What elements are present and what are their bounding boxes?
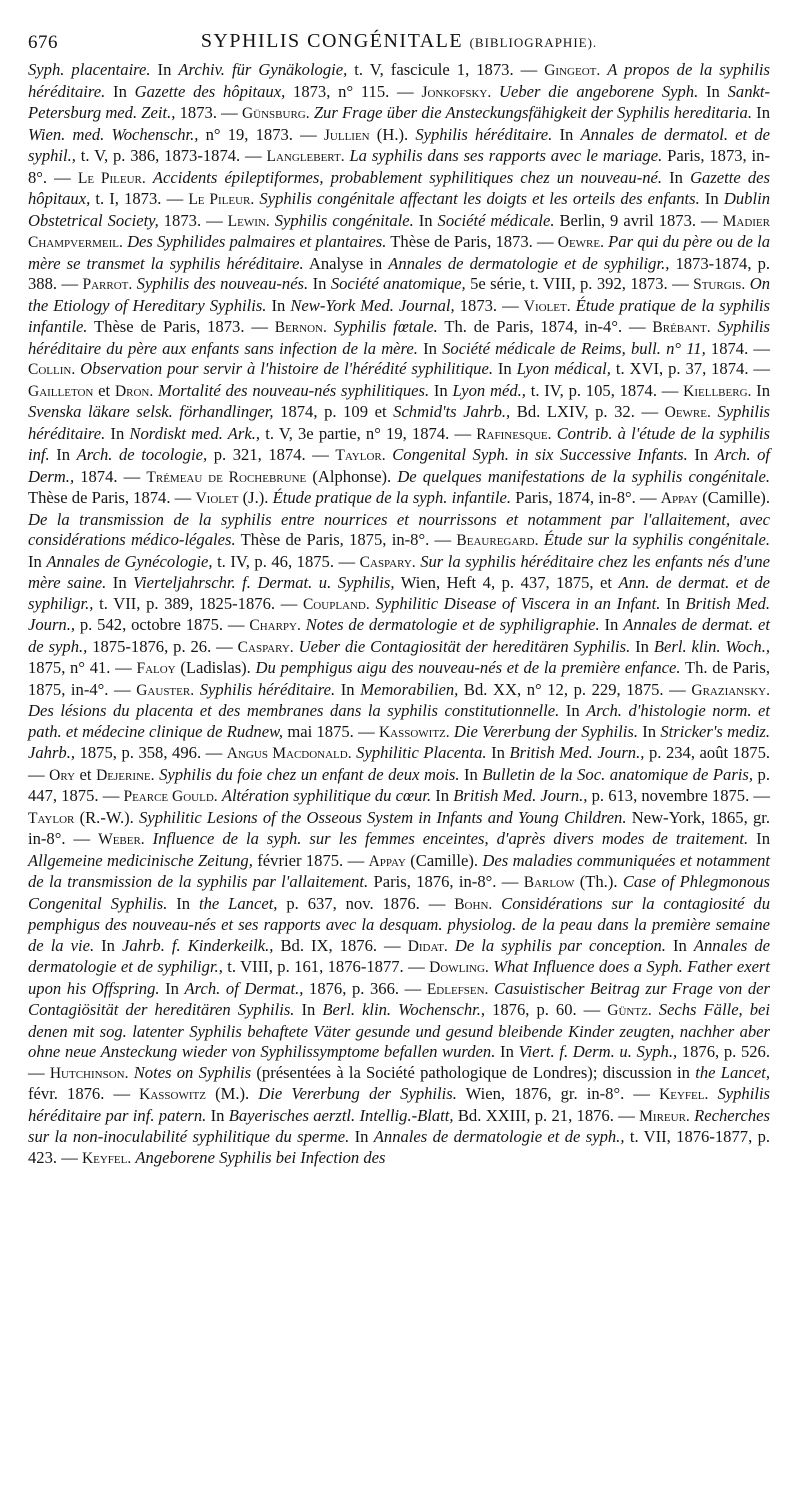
citation-title: Société médicale.: [437, 210, 555, 230]
citation-text: (H.).: [369, 124, 416, 144]
author-name: Appay: [368, 852, 406, 870]
citation-text: [448, 936, 455, 955]
citation-title: Sechs Fälle, bei denen mit sog. latenter Syphilis behaftete Väter gesunde und gesund bleibende Kinder zeugten, nachher aber ohne neue Ansteckung wieder von Syphilissymptome befallen wurden.: [28, 1000, 771, 1061]
author-name: Pearce Gould.: [123, 788, 218, 805]
citation-title: Annales de dermatologie et de syphiligr.,: [388, 253, 670, 273]
citation-text: In: [28, 551, 47, 571]
citation-title: Sankt-Petersburg med. Zeit.,: [28, 81, 771, 122]
citation-title: Berl. klin. Wochenschr.,: [322, 1000, 486, 1019]
citation-text: New-York, 1865, gr. in-8°. —: [28, 807, 770, 848]
citation-title: Des Syphilides palmaires et plantaires.: [127, 232, 387, 251]
citation-text: (Camille).: [698, 488, 770, 507]
citation-title: Syphilitic Lesions of the Osseous System in Infants and Young Children.: [139, 807, 627, 827]
citation-text: (Th.).: [574, 872, 623, 891]
author-name: Sturgis.: [693, 276, 746, 293]
citation-text: (Ladislas).: [175, 658, 256, 677]
citation-text: Analyse in: [303, 253, 389, 273]
citation-text: p. 447, 1875. —: [28, 764, 770, 805]
citation-text: p. 613, novembre 1875. —: [587, 786, 770, 805]
citation-text: t. VII, p. 389, 1825-1876. —: [93, 593, 303, 613]
author-name: Güntz.: [607, 1002, 652, 1019]
author-name: Jullien: [323, 126, 370, 144]
citation-title: Die Vererbung der Syphilis.: [453, 721, 638, 741]
citation-text: n° 19, 1873. —: [198, 124, 324, 144]
citation-text: In: [495, 1042, 519, 1061]
citation-title: Étude sur la syphilis congénitale.: [543, 530, 770, 549]
citation-title: Bayerisches aerztl. Intellig.-Blatt,: [228, 1105, 454, 1125]
citation-text: In: [150, 60, 179, 79]
citation-text: [145, 829, 153, 848]
citation-text: In: [559, 701, 587, 720]
citation-text: 1874, p. 109 et: [273, 402, 394, 421]
author-name: Coupland.: [302, 595, 370, 613]
author-name: Rafinesque.: [476, 425, 552, 443]
citation-text: In: [637, 721, 661, 741]
citation-text: In: [206, 1105, 229, 1125]
author-name: Gauster.: [136, 681, 195, 699]
citation-text: In: [105, 423, 130, 443]
citation-text: t. VII, 1876-1877, p. 423. —: [28, 1127, 771, 1167]
author-name: Dejerine.: [96, 766, 155, 784]
page-number: 676: [28, 32, 58, 53]
citation-text: In: [266, 295, 291, 315]
citation-title: Die Vererbung der Syphilis.: [258, 1084, 457, 1103]
citation-title: British Med. Journ.,: [509, 743, 645, 762]
citation-text: 1873. —: [175, 103, 242, 122]
citation-text: mai 1875. —: [283, 721, 379, 741]
citation-title: Angeborene Syphilis bei Infection des: [135, 1147, 386, 1167]
running-title-main: SYPHILIS CONGÉNITALE: [200, 30, 464, 52]
author-name: Taylor.: [335, 447, 386, 464]
citation-text: In: [699, 189, 724, 208]
citation-title: Stricker's mediz. Jahrb.,: [28, 721, 771, 762]
citation-text: Paris, 1874, in-8°. —: [511, 488, 661, 507]
citation-title: Ueber die Contagiosität der hereditären Syphilis.: [298, 636, 631, 656]
citation-title: Syphilis héréditaire.: [199, 679, 336, 699]
citation-title: Considérations sur la contagiosité du pemphigus des nouveau-nés et ses rapports avec la desquam. physiolog. de la peau dans la première semaine de la vie.: [28, 893, 771, 955]
citation-text: (présentées à la Société pathologique de Londres); discussion in: [251, 1062, 696, 1082]
citation-title: On the Etiology of Hereditary Syphilis.: [28, 274, 771, 315]
citation-text: In: [429, 380, 453, 400]
author-name: Madier Champvermeil.: [28, 212, 770, 251]
citation-text: In: [751, 103, 771, 122]
citation-title: Société anatomique,: [330, 274, 466, 293]
citation-text: p. 234, août 1875. —: [28, 743, 771, 784]
citation-title: Viert. f. Derm. u. Syph.,: [518, 1042, 678, 1061]
author-name: Violet.: [523, 297, 571, 315]
author-name: Bohn.: [454, 895, 493, 913]
citation-text: t. V, fascicule 1, 1873. —: [347, 60, 545, 79]
citation-title: Mortalité des nouveau-nés syphilitiques.: [158, 380, 430, 400]
citation-text: t. XVI, p. 37, 1874. —: [610, 359, 770, 378]
citation-title: La syphilis dans ses rapports avec le mariage.: [349, 146, 663, 165]
citation-text: In: [599, 615, 624, 634]
citation-text: In: [665, 935, 694, 955]
citation-title: Syphilis congénitale affectant les doigts et les orteils des enfants.: [259, 189, 700, 208]
citation-text: t. VIII, p. 161, 1876-1877. —: [222, 957, 430, 976]
citation-title: Sur la syphilis héréditaire chez les enfants nés d'une mère saine.: [28, 551, 770, 592]
citation-text: In: [459, 764, 483, 784]
author-name: Keyfel.: [659, 1086, 709, 1103]
citation-title: Vierteljahrschr. f. Dermat. u. Syphilis,: [133, 573, 395, 592]
citation-title: Zur Frage über die Ansteckungsfähigkeit der Syphilis hereditaria.: [313, 103, 752, 122]
citation-text: In: [486, 743, 510, 762]
citation-title: Arch. de tocologie,: [76, 445, 208, 464]
bibliography-text: [28, 60, 770, 1169]
citation-title: Case of Phlegmonous Congenital Syphilis.: [28, 872, 770, 913]
citation-text: 1875-1876, p. 26. —: [87, 636, 238, 656]
citation-text: 1873. —: [158, 210, 228, 230]
citation-text: In: [662, 167, 691, 187]
citation-text: In: [335, 679, 361, 699]
citation-title: Nordiskt med. Ark.,: [129, 423, 261, 443]
citation-text: Bd. XXIII, p. 21, 1876. —: [453, 1105, 640, 1125]
citation-text: (Camille).: [405, 850, 483, 870]
author-name: Kassowitz: [139, 1086, 206, 1103]
citation-title: Influence de la syph. sur les femmes enceintes, d'après divers modes de traitement.: [152, 829, 749, 848]
citation-text: (M.).: [205, 1084, 259, 1103]
citation-text: 1874. —: [705, 338, 770, 358]
citation-title: Lyon médical,: [516, 359, 611, 378]
citation-title: De la transmission de la syphilis entre nourrices et nourrissons et notamment par l'allaitement, avec considérations médico-légales.: [28, 509, 770, 549]
citation-title: Jahrb. f. Kinderkeilk.,: [122, 935, 274, 955]
citation-text: février 1875. —: [252, 850, 369, 870]
citation-text: Bd. IX, 1876. —: [273, 935, 408, 955]
citation-title: Par qui du père ou de la mère se transmet la syphilis héréditaire.: [28, 232, 770, 273]
citation-text: 1873, n° 115. —: [285, 81, 422, 101]
citation-title: Memorabilien,: [360, 679, 459, 699]
citation-title: the Lancet,: [695, 1062, 771, 1082]
author-name: Bernon.: [274, 319, 327, 336]
citation-text: In: [431, 786, 454, 805]
citation-text: Wien, 1876, gr. in-8°. —: [456, 1084, 660, 1103]
author-name: Lewin.: [227, 212, 270, 230]
citation-title: Syphilis fœtale.: [333, 317, 438, 336]
author-name: Angus Macdonald.: [226, 745, 352, 762]
citation-title: Syphilis héréditaire par inf. patern.: [28, 1084, 771, 1125]
citation-title: Altération syphilitique du cœur.: [221, 786, 432, 805]
author-name: Collin.: [28, 361, 76, 378]
running-title-subtitle: (BIBLIOGRAPHIE).: [469, 35, 598, 50]
citation-title: Société médicale de Reims, bull. n° 11,: [442, 338, 706, 358]
author-name: Didat.: [407, 937, 448, 955]
author-name: Gailleton: [28, 382, 94, 400]
citation-text: In: [106, 573, 134, 592]
citation-text: Wien, Heft 4, p. 437, 1875, et: [394, 573, 619, 592]
citation-text: Thèse de Paris, 1875, in-8°. —: [235, 530, 457, 549]
citation-title: Du pemphigus aigu des nouveau-nés et de la première enfance.: [255, 658, 681, 677]
citation-title: Syphilis du foie chez un enfant de deux mois.: [159, 764, 460, 784]
citation-title: Gazette des hôpitaux,: [134, 81, 286, 101]
citation-title: Allgemeine medicinische Zeitung,: [28, 850, 253, 870]
author-name: Jonkofsky.: [421, 83, 492, 101]
citation-text: et: [93, 380, 115, 400]
citation-text: In: [167, 893, 199, 913]
citation-text: (R.-W.).: [74, 807, 140, 827]
citation-title: De quelques manifestations de la syphilis congénitale.: [397, 466, 771, 486]
citation-text: t. I, 1873. —: [90, 189, 189, 208]
citation-text: In: [49, 445, 77, 464]
author-name: Barlow: [523, 874, 575, 891]
citation-text: 1875, p. 358, 496. —: [75, 743, 227, 762]
citation-text: [492, 894, 501, 913]
citation-title: Svenska läkare selsk. förhandlinger,: [28, 402, 274, 421]
citation-text: 1876, p. 366. —: [303, 978, 427, 998]
author-name: Ory: [49, 766, 76, 784]
citation-title: Syphilitic Placenta.: [356, 743, 487, 762]
citation-text: p. 542, octobre 1875. —: [75, 615, 250, 634]
author-name: Beauregard.: [456, 532, 539, 549]
citation-text: t. IV, p. 105, 1874. —: [525, 380, 684, 400]
citation-text: In: [751, 380, 771, 400]
citation-title: Notes on Syphilis: [133, 1062, 252, 1082]
citation-text: 1876, p. 526. —: [28, 1042, 771, 1082]
citation-text: p. 637, nov. 1876. —: [277, 893, 455, 913]
citation-text: p. 321, 1874. —: [207, 445, 336, 464]
citation-title: Étude pratique de la syphilis infantile.: [28, 295, 771, 336]
citation-text: 5e série, t. VIII, p. 392, 1873. —: [465, 274, 694, 293]
citation-text: In: [630, 636, 654, 656]
citation-text: 1876, p. 60. —: [485, 1000, 608, 1019]
author-name: Caspary.: [237, 638, 294, 656]
citation-text: In: [660, 593, 686, 613]
author-name: Kassowitz.: [378, 723, 450, 741]
author-name: Caspary.: [359, 553, 416, 571]
citation-title: Annales de dermatologie et de syphiligr.,: [28, 935, 770, 976]
citation-title: British Med. Journ.,: [28, 593, 771, 634]
citation-text: In: [748, 829, 770, 848]
citation-text: févr. 1876. —: [28, 1084, 140, 1103]
citation-text: [491, 82, 499, 101]
author-name: Dowling.: [429, 959, 489, 976]
citation-title: New-York Med. Journal,: [290, 295, 455, 315]
running-title: [28, 30, 770, 53]
author-name: Langlebert.: [266, 148, 345, 165]
citation-title: Observation pour servir à l'histoire de l'hérédité syphilitique.: [80, 359, 493, 378]
author-name: Le Pileur.: [188, 191, 255, 208]
citation-text: [652, 1000, 659, 1019]
citation-text: [327, 317, 334, 336]
citation-text: In: [417, 338, 443, 358]
author-name: Faloy: [136, 660, 176, 677]
author-name: Hutchinson.: [49, 1064, 129, 1082]
citation-title: British Med. Journ.,: [453, 786, 588, 805]
citation-text: Bd. LXIV, p. 32. —: [510, 402, 665, 421]
citation-title: Wien. med. Wochenschr.,: [28, 124, 199, 144]
author-name: Gingeot.: [544, 62, 601, 79]
citation-title: Casuistischer Beitrag zur Frage von der Contagiösität der hereditären Syphilis.: [28, 978, 770, 1019]
citation-text: Thèse de Paris, 1874. —: [28, 488, 196, 507]
citation-text: Thèse de Paris, 1873. —: [386, 232, 558, 251]
citation-title: De la syphilis par conception.: [454, 935, 666, 955]
citation-text: 1873-1874, p. 388. —: [28, 253, 771, 293]
citation-text: (J.).: [238, 488, 273, 507]
citation-title: Notes de dermatologie et de syphiligraphie.: [305, 615, 600, 634]
citation-text: Bd. XX, n° 12, p. 229, 1875. —: [458, 679, 692, 699]
citation-text: Berlin, 9 avril 1873. —: [554, 210, 723, 230]
citation-title: Archiv. für Gynäkologie,: [178, 60, 348, 79]
citation-text: In: [687, 445, 715, 464]
citation-title: Arch. of Dermat.,: [184, 978, 304, 998]
citation-title: Syphilitic Disease of Viscera in an Infant.: [375, 593, 661, 613]
citation-text: Thèse de Paris, 1873. —: [87, 317, 275, 336]
author-name: Brébant.: [652, 319, 711, 336]
citation-title: Ann. de dermat. et de syphiligr.,: [28, 573, 770, 613]
citation-text: In: [159, 978, 185, 998]
citation-title: Syphilis héréditaire.: [28, 402, 771, 443]
citation-title: Schmid'ts Jahrb.,: [393, 402, 511, 421]
citation-title: Syphilis héréditaire du père aux enfants sans infection de la mère.: [28, 317, 770, 358]
citation-title: Annales de Gynécologie,: [46, 551, 213, 571]
citation-text: Paris, 1873, in-8°. —: [28, 146, 770, 187]
author-name: Trémeau de Rochebrune: [146, 468, 307, 486]
author-name: Oewre.: [664, 404, 711, 421]
citation-title: Des maladies communiquées et notamment de la transmission de la syphilis par l'allaitement.: [28, 850, 770, 891]
citation-title: Ueber die angeborene Syph.: [499, 81, 699, 101]
citation-title: Recherches sur la non-inoculabilité syphilitique du sperme.: [28, 1105, 770, 1146]
citation-title: Syphilis héréditaire.: [415, 124, 553, 144]
citation-title: Annales de dermat. et de syph.,: [28, 615, 771, 656]
citation-text: [146, 168, 153, 187]
citation-title: Syph. placentaire.: [28, 60, 151, 79]
citation-title: Dublin Obstetrical Society,: [28, 189, 770, 230]
citation-text: In: [308, 274, 331, 293]
author-name: Weber.: [98, 831, 145, 848]
citation-title: Congenital Syph. in six Successive Infants.: [392, 445, 688, 464]
citation-title: A propos de la syphilis héréditaire.: [28, 60, 770, 101]
author-name: Graziansky.: [691, 681, 770, 699]
author-name: Kiellberg.: [683, 382, 752, 400]
author-name: Le Pileur.: [77, 169, 146, 187]
author-name: Oewre.: [557, 234, 604, 251]
citation-text: In: [294, 1000, 323, 1019]
citation-title: Accidents épileptiformes, probablement syphilitiques chez un nouveau-né.: [152, 167, 663, 187]
citation-title: Arch. of Derm.,: [28, 445, 770, 486]
citation-title: the Lancet,: [198, 893, 278, 913]
citation-text: In: [105, 81, 135, 101]
citation-title: Syphilis congénitale.: [274, 210, 414, 230]
citation-text: 1875, n° 41. —: [28, 658, 137, 677]
citation-text: In: [552, 124, 581, 144]
author-name: Mireur.: [639, 1107, 690, 1125]
citation-text: In: [698, 81, 728, 101]
author-name: Charpy.: [249, 617, 301, 634]
citation-text: et: [75, 764, 97, 784]
citation-text: t. V, 3e partie, n° 19, 1874. —: [260, 423, 477, 443]
citation-text: t. V, p. 386, 1873-1874. —: [75, 146, 267, 165]
citation-text: Paris, 1876, in-8°. —: [368, 872, 524, 891]
citation-title: What Influence does a Syph. Father exert upon his Offspring.: [28, 957, 771, 998]
author-name: Günsburg.: [241, 105, 310, 122]
citation-title: Annales de dermatologie et de syph.,: [373, 1127, 625, 1146]
citation-text: In: [492, 359, 517, 378]
author-name: Dron.: [114, 382, 154, 400]
citation-text: 1873. —: [454, 295, 524, 315]
author-name: Taylor: [28, 809, 75, 827]
citation-title: Syphilis des nouveau-nés.: [136, 274, 309, 293]
citation-text: Th. de Paris, 1875, in-4°. —: [28, 658, 770, 699]
citation-text: In: [94, 935, 123, 955]
author-name: Keyfel.: [81, 1149, 132, 1167]
author-name: Violet: [195, 490, 239, 507]
author-name: Parrot.: [82, 276, 133, 293]
citation-title: Annales de dermatol. et de syphil.,: [28, 124, 770, 165]
citation-text: In: [349, 1127, 374, 1146]
citation-text: (Alphonse).: [306, 466, 398, 486]
citation-title: Étude pratique de la syph. infantile.: [272, 488, 512, 507]
citation-title: Gazette des hôpitaux,: [28, 167, 770, 208]
citation-title: Lyon méd.,: [452, 380, 526, 400]
citation-title: Berl. klin. Woch.,: [653, 636, 771, 656]
author-name: Edlefsen.: [426, 980, 489, 998]
citation-text: In: [413, 210, 438, 230]
citation-title: Arch. d'histologie norm. et path. et médecine clinique de Rudnew,: [28, 701, 770, 741]
citation-title: Contrib. à l'étude de la syphilis inf.: [28, 423, 770, 464]
citation-title: Bulletin de la Soc. anatomique de Paris,: [482, 764, 753, 784]
author-name: Appay: [660, 490, 699, 507]
citation-text: Th. de Paris, 1874, in-4°. —: [437, 317, 653, 336]
citation-text: 1874. —: [74, 466, 147, 486]
page-header: [28, 26, 770, 60]
citation-title: Des lésions du placenta et des membranes dans la syphilis constitutionnelle.: [28, 701, 560, 720]
citation-text: t. IV, p. 46, 1875. —: [212, 551, 360, 571]
